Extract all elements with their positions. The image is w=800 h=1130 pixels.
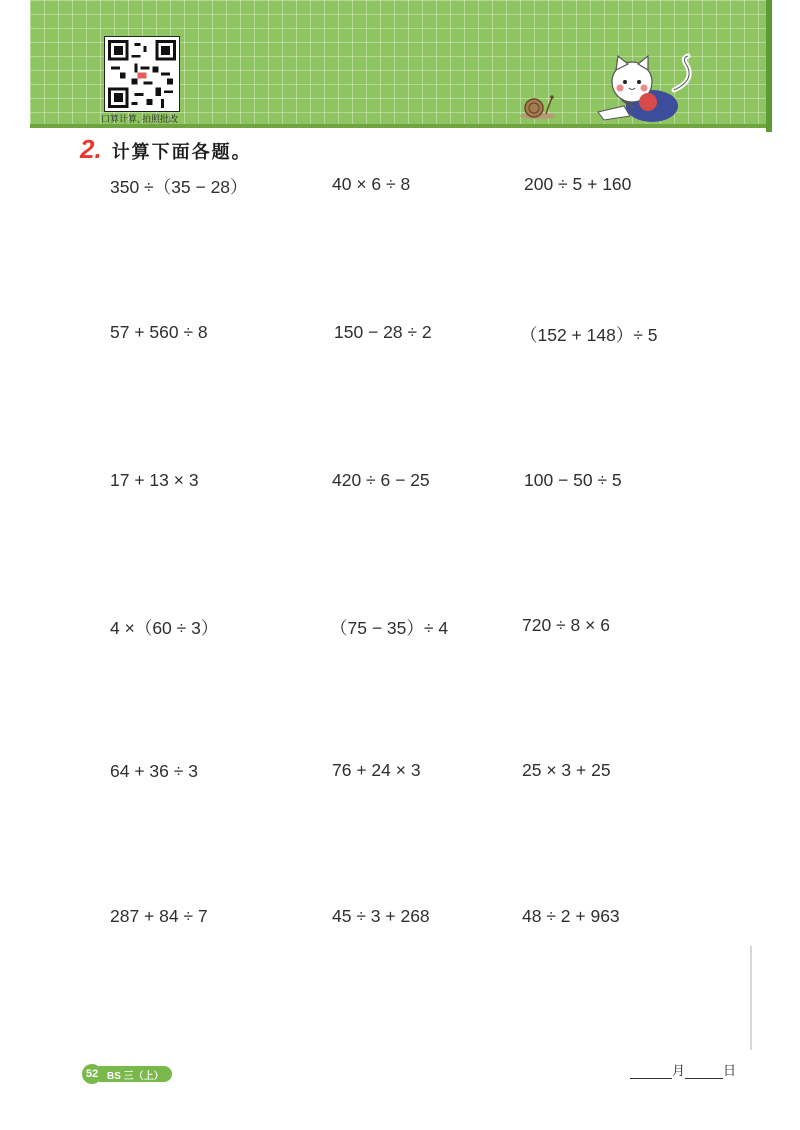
page-number: 52	[82, 1064, 102, 1084]
problem: 57 + 560 ÷ 8	[110, 322, 208, 342]
problem: 350 ÷（35 − 28）	[110, 177, 248, 197]
banner-edge	[766, 0, 772, 132]
margin-divider	[750, 946, 752, 1050]
day-blank[interactable]	[685, 1064, 723, 1079]
problem: 40 × 6 ÷ 8	[332, 174, 411, 194]
month-label: 月	[672, 1063, 686, 1078]
problem: （75 − 35）÷ 4	[330, 618, 449, 638]
problem: 720 ÷ 8 × 6	[522, 615, 610, 635]
problem: 17 + 13 × 3	[110, 470, 199, 490]
problem: 287 + 84 ÷ 7	[110, 906, 208, 926]
problem: （152 + 148）÷ 5	[520, 325, 658, 345]
section-heading	[80, 134, 252, 165]
month-blank[interactable]	[630, 1064, 672, 1079]
problem: 45 ÷ 3 + 268	[332, 906, 430, 926]
cat-mascot-icon	[596, 50, 706, 131]
problem: 76 + 24 × 3	[332, 760, 421, 780]
day-label: 日	[723, 1063, 737, 1078]
date-field	[630, 1060, 736, 1079]
grade-label: BS 三（上）	[99, 1066, 172, 1082]
problem: 25 × 3 + 25	[522, 760, 611, 780]
problem: 48 ÷ 2 + 963	[522, 906, 620, 926]
problem: 150 − 28 ÷ 2	[334, 322, 432, 342]
question-number: 2.	[80, 134, 102, 164]
problem: 100 − 50 ÷ 5	[524, 470, 622, 490]
problem: 200 ÷ 5 + 160	[524, 174, 632, 194]
question-title: 计算下面各题。	[111, 142, 252, 162]
page-badge	[82, 1064, 172, 1084]
qr-caption: 口算计算, 拍照批改	[101, 114, 179, 124]
problem: 64 + 36 ÷ 3	[110, 761, 198, 781]
snail-icon	[518, 92, 558, 125]
qr-code-icon[interactable]	[104, 36, 180, 112]
problem: 4 ×（60 ÷ 3）	[110, 618, 219, 638]
problem: 420 ÷ 6 − 25	[332, 470, 430, 490]
